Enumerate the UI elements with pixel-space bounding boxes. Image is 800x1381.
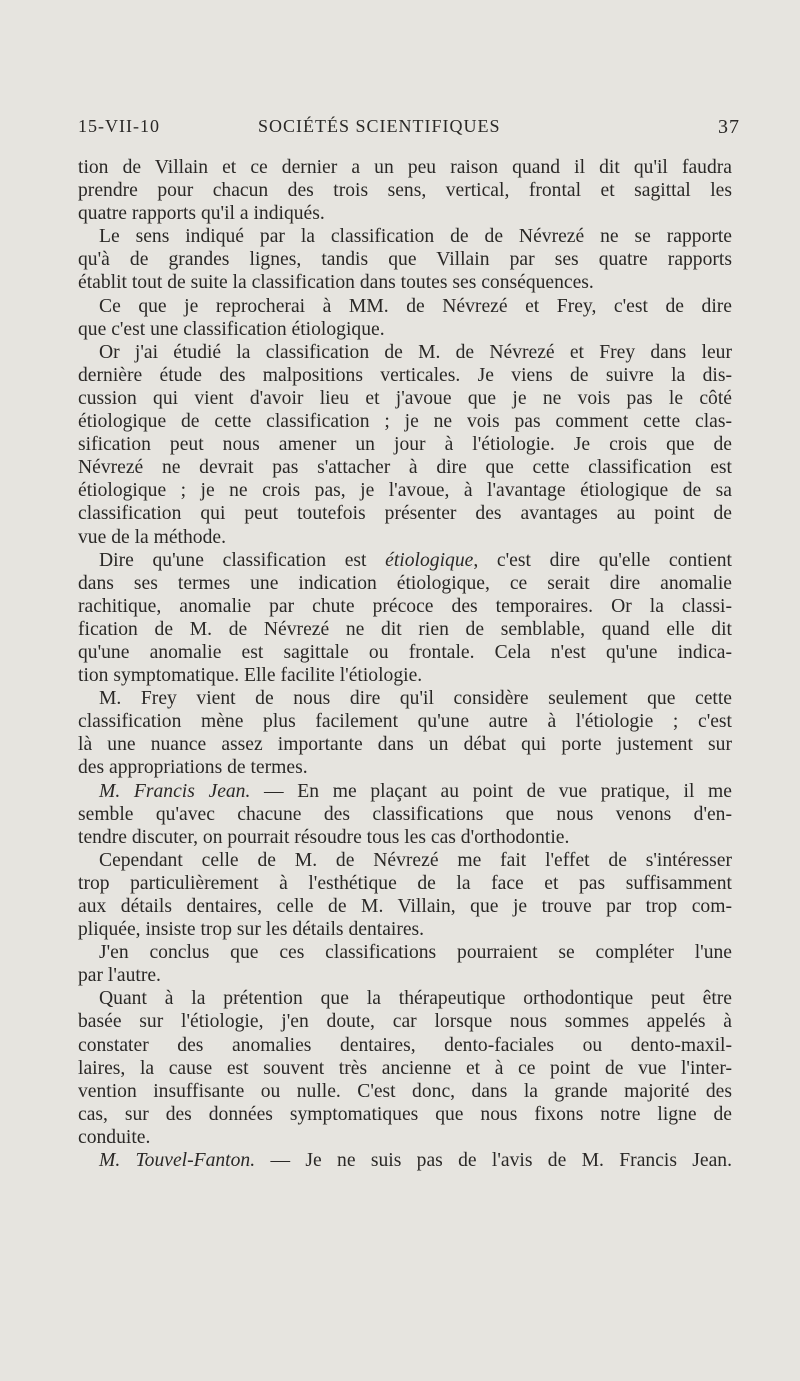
text-line: dernière étude des malpositions verticales. Je viens de suivre la dis-: [78, 364, 732, 386]
text-run: , c'est dire qu'elle contient: [473, 549, 732, 571]
text-line: [78, 1149, 732, 1172]
text-line: fication de M. de Névrezé ne dit rien de semblable, quand elle dit: [78, 618, 732, 640]
text-line: basée sur l'étiologie, j'en doute, car lorsque nous sommes appelés à: [78, 1011, 732, 1033]
text-line: trop particulièrement à l'esthétique de la face et pas suffisamment: [78, 872, 732, 894]
italic-text: M. Francis Jean.: [99, 780, 251, 802]
text-line: [78, 549, 732, 572]
text-line: Quant à la prétention que la thérapeutique orthodontique peut être: [99, 988, 732, 1010]
page-number: 37: [718, 116, 740, 138]
text-line: vue de la méthode.: [78, 526, 226, 548]
italic-text: étiologique: [385, 549, 474, 571]
text-line: par l'autre.: [78, 965, 161, 987]
text-line: Névrezé ne devrait pas s'attacher à dire que cette classification est: [78, 457, 732, 479]
text-line: Ce que je reprocherai à MM. de Névrezé et Frey, c'est de dire: [99, 295, 732, 317]
text-line: classification mène plus facilement qu'une autre à l'étiologie ; c'est: [78, 711, 732, 733]
text-line: que c'est une classification étiologique.: [78, 318, 385, 340]
text-line: J'en conclus que ces classifications pourraient se compléter l'une: [99, 942, 732, 964]
text-line: quatre rapports qu'il a indiqués.: [78, 203, 325, 225]
text-line: laires, la cause est souvent très ancienne et à ce point de vue l'inter-: [78, 1057, 732, 1079]
text-line: qu'une anomalie est sagittale ou frontale. Cela n'est qu'une indica-: [78, 641, 732, 663]
header-section-title: SOCIÉTÉS SCIENTIFIQUES: [258, 116, 501, 136]
text-line: pliquée, insiste trop sur les détails dentaires.: [78, 919, 425, 941]
text-line: rachitique, anomalie par chute précoce des temporaires. Or la classi-: [78, 595, 732, 617]
text-line: dans ses termes une indication étiologique, ce serait dire anomalie: [78, 572, 732, 594]
text-line: vention insuffisante ou nulle. C'est donc, dans la grande majorité des: [78, 1080, 732, 1102]
running-header: [78, 116, 738, 146]
text-line: conduite.: [78, 1126, 151, 1148]
text-line: étiologique ; je ne crois pas, je l'avoue, à l'avantage étiologique de sa: [78, 480, 732, 502]
header-date: 15-VII-10: [78, 116, 160, 136]
text-line: aux détails dentaires, celle de M. Villain, que je trouve par trop com-: [78, 896, 732, 917]
text-line: étiologique de cette classification ; je ne vois pas comment cette clas-: [78, 411, 732, 433]
text-line: M. Frey vient de nous dire qu'il considère seulement que cette: [99, 688, 732, 710]
text-line: établit tout de suite la classification dans toutes ses conséquences.: [78, 272, 594, 294]
text-line: tendre discuter, on pourrait résoudre tous les cas d'orthodontie.: [78, 826, 570, 848]
text-line: constater des anomalies dentaires, dento-faciales ou dento-maxil-: [78, 1034, 732, 1056]
text-line: sification peut nous amener un jour à l'étiologie. Je crois que de: [78, 434, 732, 456]
text-line: tion de Villain et ce dernier a un peu raison quand il dit qu'il faudra: [78, 157, 732, 178]
italic-text: M. Touvel-Fanton.: [99, 1150, 256, 1172]
text-run: — Je ne suis pas de l'avis de M. Francis Jean.: [255, 1150, 733, 1172]
text-run: — En me plaçant au point de vue pratique, il me: [250, 780, 732, 802]
text-line: [78, 780, 732, 803]
text-line: classification qui peut toutefois présenter des avantages au point de: [78, 503, 732, 525]
text-line: là une nuance assez importante dans un débat qui porte justement sur: [78, 734, 732, 756]
text-line: qu'à de grandes lignes, tandis que Villain par ses quatre rapports: [78, 249, 732, 271]
text-line: Or j'ai étudié la classification de M. de Névrezé et Frey dans leur: [99, 341, 732, 363]
text-line: prendre pour chacun des trois sens, vertical, frontal et sagittal les: [78, 180, 732, 202]
text-line: semble qu'avec chacune des classifications que nous venons d'en-: [78, 803, 732, 825]
text-line: Cependant celle de M. de Névrezé me fait l'effet de s'intéresser: [99, 849, 732, 871]
text-line: des appropriations de termes.: [78, 757, 308, 779]
body-text: [78, 156, 732, 1172]
text-line: Le sens indiqué par la classification de de Névrezé ne se rapporte: [99, 226, 732, 248]
text-line: cussion qui vient d'avoir lieu et j'avoue que je ne vois pas le côté: [78, 387, 732, 409]
text-line: cas, sur des données symptomatiques que nous fixons notre ligne de: [78, 1103, 732, 1125]
text-run: Dire qu'une classification est: [99, 549, 386, 571]
text-line: tion symptomatique. Elle facilite l'étiologie.: [78, 665, 423, 687]
